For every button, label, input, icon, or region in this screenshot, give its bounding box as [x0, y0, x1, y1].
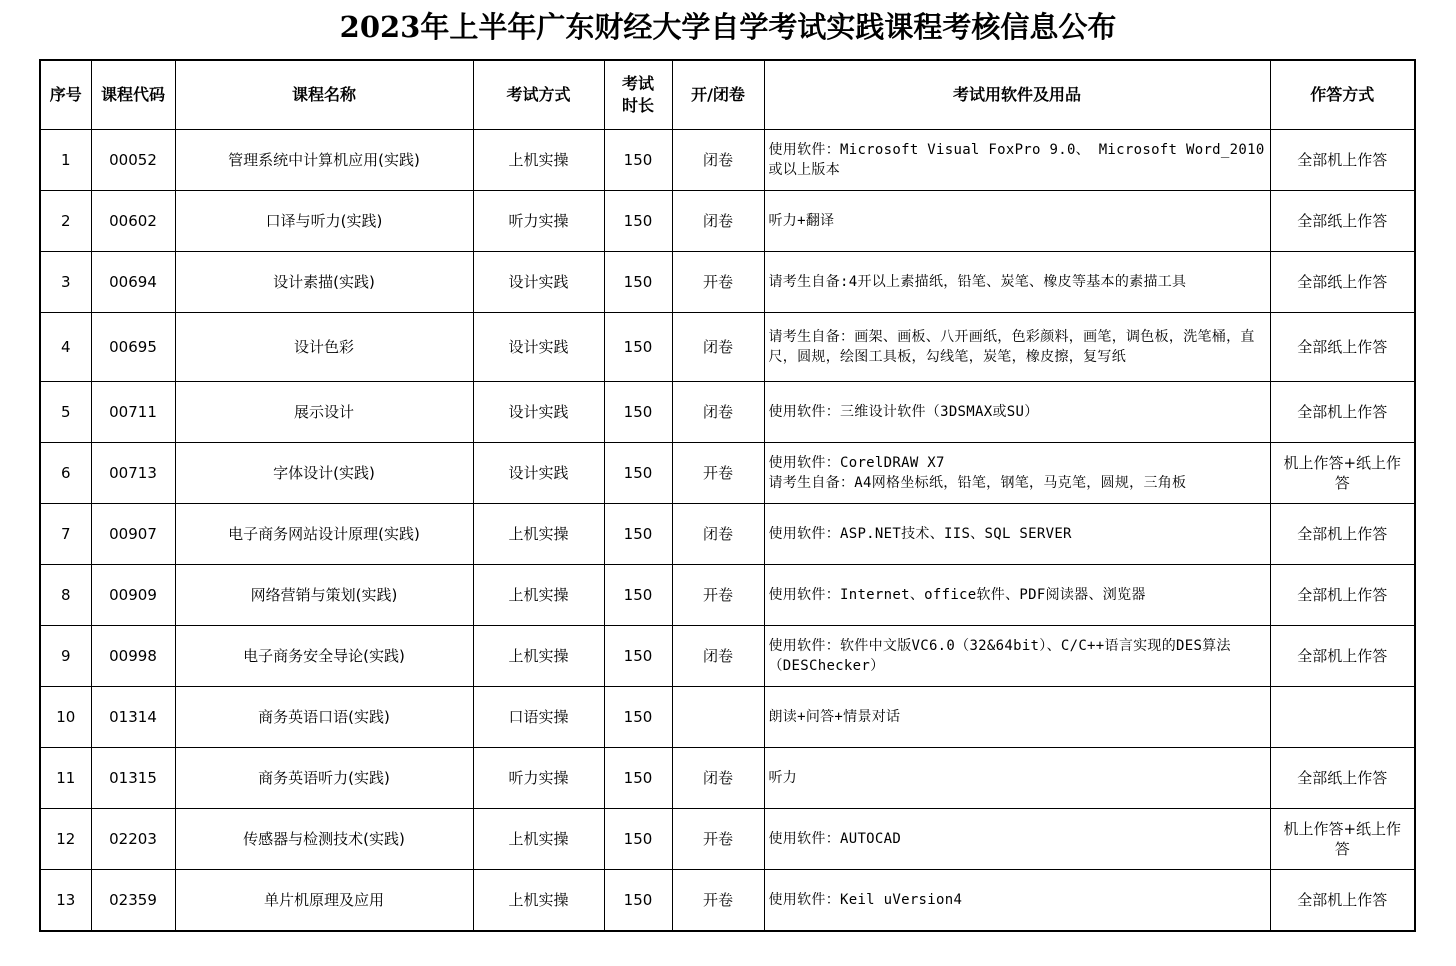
- table-row: [40, 809, 1415, 870]
- table-header-row: [40, 60, 1415, 130]
- cell-name: 电子商务网站设计原理(实践): [175, 504, 473, 565]
- cell-answer: 机上作答+纸上作答: [1270, 809, 1415, 870]
- cell-book: 开卷: [672, 252, 764, 313]
- table-row: [40, 313, 1415, 382]
- cell-name: 设计素描(实践): [175, 252, 473, 313]
- cell-name: 网络营销与策划(实践): [175, 565, 473, 626]
- cell-method: 口语实操: [473, 687, 604, 748]
- cell-book: 开卷: [672, 565, 764, 626]
- cell-software: 听力+翻译: [764, 191, 1270, 252]
- cell-code: 00602: [91, 191, 175, 252]
- table-row: [40, 504, 1415, 565]
- cell-software: 朗读+问答+情景对话: [764, 687, 1270, 748]
- table-row: [40, 130, 1415, 191]
- header-name: 课程名称: [175, 60, 473, 130]
- table-row: [40, 191, 1415, 252]
- cell-software: 使用软件：ASP.NET技术、IIS、SQL SERVER: [764, 504, 1270, 565]
- header-duration-line1: 考试: [621, 74, 654, 93]
- header-book: 开/闭卷: [672, 60, 764, 130]
- cell-software: 听力: [764, 748, 1270, 809]
- page-title: 2023年上半年广东财经大学自学考试实践课程考核信息公布: [339, 10, 1117, 44]
- cell-code: 00713: [91, 443, 175, 504]
- cell-seq: 7: [40, 504, 91, 565]
- cell-method: 上机实操: [473, 130, 604, 191]
- cell-code: 00711: [91, 382, 175, 443]
- cell-seq: 6: [40, 443, 91, 504]
- cell-method: 上机实操: [473, 809, 604, 870]
- cell-code: 00694: [91, 252, 175, 313]
- cell-method: 听力实操: [473, 191, 604, 252]
- cell-name: 商务英语口语(实践): [175, 687, 473, 748]
- cell-book: [672, 687, 764, 748]
- table-row: [40, 748, 1415, 809]
- cell-code: 00052: [91, 130, 175, 191]
- cell-duration: 150: [604, 626, 672, 687]
- cell-answer: 全部机上作答: [1270, 565, 1415, 626]
- cell-seq: 13: [40, 870, 91, 932]
- cell-method: 上机实操: [473, 626, 604, 687]
- cell-book: 闭卷: [672, 504, 764, 565]
- cell-method: 设计实践: [473, 252, 604, 313]
- cell-answer: 全部机上作答: [1270, 504, 1415, 565]
- cell-code: 00998: [91, 626, 175, 687]
- cell-software: 使用软件：三维设计软件（3DSMAX或SU）: [764, 382, 1270, 443]
- cell-name: 管理系统中计算机应用(实践): [175, 130, 473, 191]
- cell-seq: 4: [40, 313, 91, 382]
- cell-software: 请考生自备:4开以上素描纸，铅笔、炭笔、橡皮等基本的素描工具: [764, 252, 1270, 313]
- cell-duration: 150: [604, 504, 672, 565]
- cell-code: 00909: [91, 565, 175, 626]
- table-row: [40, 626, 1415, 687]
- cell-duration: 150: [604, 313, 672, 382]
- cell-book: 闭卷: [672, 191, 764, 252]
- cell-name: 商务英语听力(实践): [175, 748, 473, 809]
- table-row: [40, 443, 1415, 504]
- cell-software: 使用软件：AUTOCAD: [764, 809, 1270, 870]
- cell-method: 听力实操: [473, 748, 604, 809]
- cell-book: 开卷: [672, 443, 764, 504]
- cell-duration: 150: [604, 748, 672, 809]
- table-row: [40, 687, 1415, 748]
- cell-code: 00695: [91, 313, 175, 382]
- cell-name: 单片机原理及应用: [175, 870, 473, 932]
- cell-seq: 1: [40, 130, 91, 191]
- cell-method: 设计实践: [473, 382, 604, 443]
- table-row: [40, 252, 1415, 313]
- cell-software: 使用软件：Microsoft Visual FoxPro 9.0、 Microsoft Word_2010或以上版本: [764, 130, 1270, 191]
- cell-book: 闭卷: [672, 748, 764, 809]
- cell-answer: 全部机上作答: [1270, 130, 1415, 191]
- cell-software: 使用软件：Internet、office软件、PDF阅读器、浏览器: [764, 565, 1270, 626]
- cell-duration: 150: [604, 443, 672, 504]
- cell-duration: 150: [604, 870, 672, 932]
- cell-method: 上机实操: [473, 565, 604, 626]
- header-duration-line2: 时长: [621, 96, 654, 115]
- cell-seq: 3: [40, 252, 91, 313]
- cell-answer: 机上作答+纸上作答: [1270, 443, 1415, 504]
- cell-seq: 12: [40, 809, 91, 870]
- cell-book: 闭卷: [672, 313, 764, 382]
- cell-answer: 全部纸上作答: [1270, 313, 1415, 382]
- cell-software: 使用软件：Keil uVersion4: [764, 870, 1270, 932]
- cell-book: 闭卷: [672, 382, 764, 443]
- cell-duration: 150: [604, 252, 672, 313]
- cell-seq: 9: [40, 626, 91, 687]
- cell-duration: 150: [604, 687, 672, 748]
- cell-method: 上机实操: [473, 870, 604, 932]
- cell-name: 口译与听力(实践): [175, 191, 473, 252]
- cell-code: 00907: [91, 504, 175, 565]
- cell-duration: 150: [604, 130, 672, 191]
- table-row: [40, 565, 1415, 626]
- cell-duration: 150: [604, 382, 672, 443]
- cell-seq: 10: [40, 687, 91, 748]
- header-seq: 序号: [40, 60, 91, 130]
- cell-book: 开卷: [672, 870, 764, 932]
- cell-duration: 150: [604, 809, 672, 870]
- table-row: [40, 870, 1415, 932]
- cell-method: 设计实践: [473, 313, 604, 382]
- cell-duration: 150: [604, 565, 672, 626]
- table-row: [40, 382, 1415, 443]
- cell-duration: 150: [604, 191, 672, 252]
- cell-answer: [1270, 687, 1415, 748]
- cell-answer: 全部纸上作答: [1270, 252, 1415, 313]
- exam-info-table: [39, 59, 1416, 932]
- cell-answer: 全部纸上作答: [1270, 191, 1415, 252]
- header-software: 考试用软件及用品: [764, 60, 1270, 130]
- cell-method: 上机实操: [473, 504, 604, 565]
- cell-book: 开卷: [672, 809, 764, 870]
- cell-seq: 5: [40, 382, 91, 443]
- cell-answer: 全部机上作答: [1270, 382, 1415, 443]
- cell-seq: 2: [40, 191, 91, 252]
- cell-answer: 全部机上作答: [1270, 870, 1415, 932]
- cell-name: 字体设计(实践): [175, 443, 473, 504]
- header-answer: 作答方式: [1270, 60, 1415, 130]
- cell-answer: 全部纸上作答: [1270, 748, 1415, 809]
- cell-seq: 8: [40, 565, 91, 626]
- cell-code: 02359: [91, 870, 175, 932]
- header-code: 课程代码: [91, 60, 175, 130]
- cell-method: 设计实践: [473, 443, 604, 504]
- cell-code: 01314: [91, 687, 175, 748]
- cell-book: 闭卷: [672, 130, 764, 191]
- cell-code: 02203: [91, 809, 175, 870]
- header-duration: [604, 60, 672, 130]
- cell-software: 请考生自备：画架、画板、八开画纸，色彩颜料，画笔，调色板，洗笔桶，直尺，圆规，绘图工具板，勾线笔，炭笔，橡皮擦，复写纸: [764, 313, 1270, 382]
- header-method: 考试方式: [473, 60, 604, 130]
- cell-seq: 11: [40, 748, 91, 809]
- cell-code: 01315: [91, 748, 175, 809]
- cell-name: 设计色彩: [175, 313, 473, 382]
- cell-name: 电子商务安全导论(实践): [175, 626, 473, 687]
- cell-software: 使用软件：软件中文版VC6.0（32&64bit）、C/C++语言实现的DES算法（DESChecker）: [764, 626, 1270, 687]
- cell-answer: 全部机上作答: [1270, 626, 1415, 687]
- cell-name: 展示设计: [175, 382, 473, 443]
- cell-book: 闭卷: [672, 626, 764, 687]
- cell-software: 使用软件：CorelDRAW X7 请考生自备：A4网格坐标纸，铅笔，钢笔，马克笔，圆规，三角板: [764, 443, 1270, 504]
- cell-name: 传感器与检测技术(实践): [175, 809, 473, 870]
